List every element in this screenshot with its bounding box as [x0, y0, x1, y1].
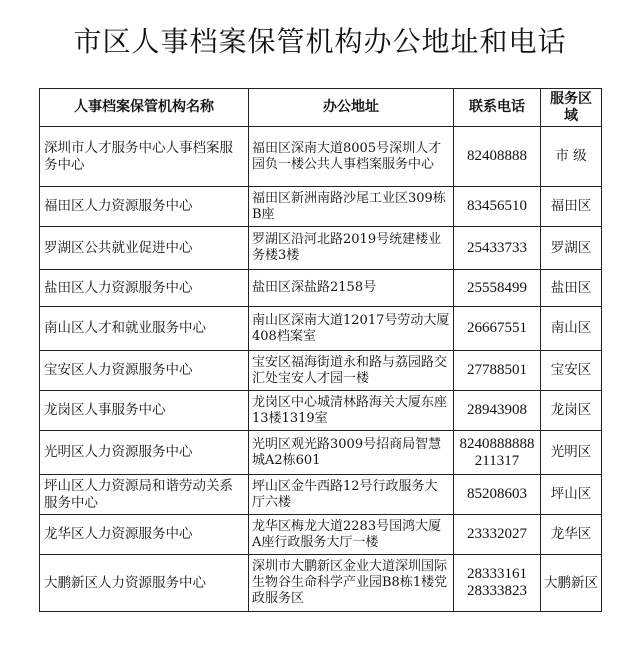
phone-number: 28333161 — [467, 566, 527, 582]
org-name-cell: 深圳市人才服务中心人事档案服务中心 — [40, 127, 249, 187]
phone-cell — [454, 515, 541, 555]
org-name-cell: 大鹏新区人力资源服务中心 — [40, 555, 249, 612]
phone-number: 25433733 — [467, 239, 527, 256]
header-row — [40, 89, 602, 127]
service-area-cell: 大鹏新区 — [541, 555, 602, 612]
phone-cell — [454, 187, 541, 227]
phone-number: 211317 — [474, 452, 520, 469]
address-cell: 龙华区梅龙大道2283号国鸿大厦A座行政服务大厅一楼 — [249, 515, 454, 555]
service-area-cell: 市 级 — [541, 127, 602, 187]
service-area-cell: 龙岗区 — [541, 391, 602, 431]
table-row — [40, 227, 602, 270]
phone-number: 28333823 — [467, 583, 527, 599]
org-name-cell: 龙华区人力资源服务中心 — [40, 515, 249, 555]
service-area-cell: 罗湖区 — [541, 227, 602, 270]
table-row — [40, 391, 602, 431]
phone-cell — [454, 307, 541, 351]
org-name-cell: 南山区人才和就业服务中心 — [40, 307, 249, 351]
service-area-cell: 光明区 — [541, 431, 602, 475]
org-name-cell: 坪山区人力资源局和谐劳动关系服务中心 — [40, 475, 249, 515]
phone-number: 82408888 — [467, 148, 527, 164]
table-body — [40, 127, 602, 612]
table-row — [40, 555, 602, 612]
org-name-cell: 宝安区人力资源服务中心 — [40, 351, 249, 391]
page-title: 市区人事档案保管机构办公地址和电话 — [73, 25, 567, 58]
table-row — [40, 270, 602, 307]
phone-number: 83456510 — [467, 198, 527, 214]
header-address: 办公地址 — [249, 89, 454, 127]
address-cell: 宝安区福海街道永和路与荔园路交汇处宝安人才园一楼 — [249, 351, 454, 391]
table-row — [40, 307, 602, 351]
phone-cell — [454, 431, 541, 475]
org-name-cell: 盐田区人力资源服务中心 — [40, 270, 249, 307]
header-org-name: 人事档案保管机构名称 — [40, 89, 249, 127]
org-name-cell: 罗湖区公共就业促进中心 — [40, 227, 249, 270]
org-name-cell: 福田区人力资源服务中心 — [40, 187, 249, 227]
phone-cell — [454, 475, 541, 515]
phone-number: 26667551 — [467, 320, 527, 336]
phone-cell — [454, 127, 541, 187]
phone-number: 27788501 — [467, 362, 527, 378]
table-row — [40, 515, 602, 555]
address-cell: 福田区新洲南路沙尾工业区309栋B座 — [249, 187, 454, 227]
table-row — [40, 127, 602, 187]
phone-cell — [454, 391, 541, 431]
table-row — [40, 351, 602, 391]
header-phone: 联系电话 — [454, 89, 541, 127]
address-cell: 坪山区金牛西路12号行政服务大厅六楼 — [249, 475, 454, 515]
org-name-cell: 光明区人力资源服务中心 — [40, 431, 249, 475]
service-area-cell: 福田区 — [541, 187, 602, 227]
phone-number: 25558499 — [467, 279, 527, 296]
phone-number: 85208603 — [467, 486, 527, 502]
address-cell: 南山区深南大道12017号劳动大厦408档案室 — [249, 307, 454, 351]
phone-cell — [454, 555, 541, 612]
service-area-cell: 盐田区 — [541, 270, 602, 307]
phone-number: 28943908 — [467, 402, 527, 418]
address-cell: 光明区观光路3009号招商局智慧城A2栋601 — [249, 431, 454, 475]
address-cell: 盐田区深盐路2158号 — [249, 270, 454, 307]
address-cell: 罗湖区沿河北路2019号统建楼业务楼3楼 — [249, 227, 454, 270]
phone-number: 8240888888 — [459, 435, 535, 452]
phone-number: 23332027 — [467, 526, 527, 542]
address-cell: 深圳市大鹏新区金业大道深圳国际生物谷生命科学产业园B8栋1楼党政服务区 — [249, 555, 454, 612]
service-area-cell: 龙华区 — [541, 515, 602, 555]
address-cell: 龙岗区中心城清林路海关大厦东座13楼1319室 — [249, 391, 454, 431]
table-row — [40, 475, 602, 515]
table-row — [40, 187, 602, 227]
office-directory-table — [39, 88, 602, 612]
phone-cell — [454, 270, 541, 307]
service-area-cell: 南山区 — [541, 307, 602, 351]
table-row — [40, 431, 602, 475]
phone-cell — [454, 227, 541, 270]
service-area-cell: 坪山区 — [541, 475, 602, 515]
service-area-cell: 宝安区 — [541, 351, 602, 391]
org-name-cell: 龙岗区人事服务中心 — [40, 391, 249, 431]
address-cell: 福田区深南大道8005号深圳人才园负一楼公共人事档案服务中心 — [249, 127, 454, 187]
phone-cell — [454, 351, 541, 391]
header-service-area: 服务区域 — [541, 89, 602, 127]
